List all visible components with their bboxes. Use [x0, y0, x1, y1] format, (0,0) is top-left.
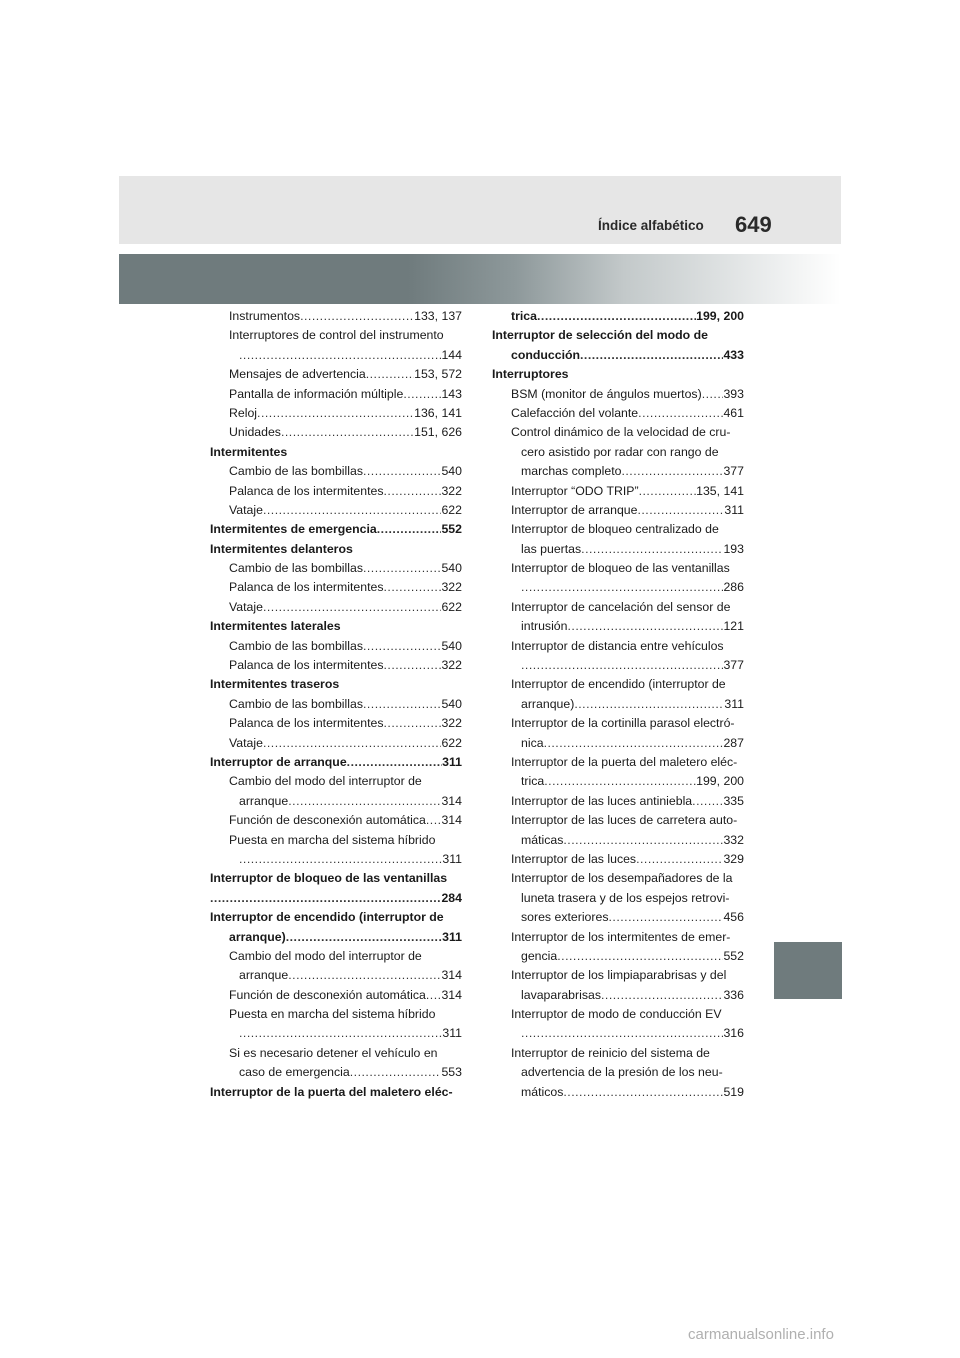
- dot-leader: [608, 908, 723, 927]
- index-entry: [210, 1024, 462, 1043]
- index-column-left: [210, 307, 462, 1102]
- entry-text: Interruptor de los limpiaparabrisas y del: [511, 968, 727, 983]
- index-entry: [210, 811, 462, 830]
- entry-page: 540: [441, 638, 462, 653]
- entry-text: Interruptor de encendido (interruptor de: [511, 677, 726, 692]
- entry-page: 622: [441, 735, 462, 750]
- dot-leader: [286, 928, 442, 947]
- dot-leader: [563, 831, 723, 850]
- index-entry: [210, 404, 462, 423]
- entry-page: 135, 141: [696, 483, 744, 498]
- dot-leader: [263, 598, 442, 617]
- dot-leader: [363, 559, 442, 578]
- dot-leader: [383, 714, 441, 733]
- entry-text: Función de desconexión automática: [229, 987, 426, 1002]
- entry-page: 311: [724, 502, 744, 517]
- index-entry: [210, 889, 462, 908]
- entry-page: 121: [723, 619, 744, 634]
- dot-leader: [288, 966, 441, 985]
- entry-text: Unidades: [229, 425, 281, 440]
- entry-page: 622: [441, 599, 462, 614]
- entry-text: Interruptor de los intermitentes de emer-: [511, 929, 731, 944]
- entry-page: 314: [441, 968, 462, 983]
- entry-page: 314: [441, 813, 462, 828]
- index-entry: [210, 869, 462, 888]
- entry-text: Vataje: [229, 599, 263, 614]
- index-entry: [210, 986, 462, 1005]
- index-entry: [210, 482, 462, 501]
- index-entry: [210, 443, 462, 462]
- entry-text: Función de desconexión automática: [229, 813, 426, 828]
- index-entry: [492, 869, 744, 888]
- entry-text: Interruptor de los desempañadores de la: [511, 871, 733, 886]
- dot-leader: [210, 889, 441, 908]
- entry-page: 540: [441, 464, 462, 479]
- entry-text: Interruptor de las luces antiniebla: [511, 793, 693, 808]
- entry-text: Interruptor de bloqueo de las ventanillas: [511, 561, 730, 576]
- dot-leader: [639, 482, 697, 501]
- entry-text: conducción: [511, 347, 581, 362]
- entry-text: trica: [521, 774, 545, 789]
- index-entry: [492, 928, 744, 947]
- entry-page: 622: [441, 502, 462, 517]
- entry-text: intrusión: [521, 619, 568, 634]
- dot-leader: [350, 1063, 442, 1082]
- entry-page: 519: [723, 1084, 744, 1099]
- dot-leader: [557, 947, 723, 966]
- index-entry: [210, 675, 462, 694]
- index-entry: [210, 365, 462, 384]
- entry-text: Intermitentes delanteros: [210, 541, 353, 556]
- index-entry: [492, 1044, 744, 1063]
- entry-page: 433: [723, 347, 744, 362]
- index-entry: [492, 986, 744, 1005]
- entry-page: 322: [441, 483, 462, 498]
- entry-text: nica: [521, 735, 544, 750]
- dot-leader: [377, 520, 442, 539]
- entry-text: arranque: [239, 793, 289, 808]
- entry-text: Interruptor de modo de conducción EV: [511, 1007, 722, 1022]
- index-entry: [210, 772, 462, 791]
- dot-leader: [567, 617, 723, 636]
- dot-leader: [281, 423, 414, 442]
- entry-page: 136, 141: [414, 405, 462, 420]
- index-entry: [492, 307, 744, 326]
- entry-text: Interruptores de control del instrumento: [229, 328, 444, 343]
- dot-leader: [239, 850, 442, 869]
- index-entry: [492, 675, 744, 694]
- dot-leader: [544, 772, 696, 791]
- index-entry: [210, 462, 462, 481]
- index-entry: [492, 811, 744, 830]
- entry-text: Intermitentes laterales: [210, 619, 341, 634]
- index-entry: [210, 1063, 462, 1082]
- entry-page: 193: [723, 541, 744, 556]
- dot-leader: [288, 792, 441, 811]
- dot-leader: [263, 734, 442, 753]
- index-entry: [492, 520, 744, 539]
- dot-leader: [601, 986, 723, 1005]
- index-entry: [492, 947, 744, 966]
- entry-page: 377: [723, 464, 744, 479]
- dot-leader: [563, 1083, 723, 1102]
- index-entry: [210, 928, 462, 947]
- page-number: 649: [735, 212, 772, 237]
- index-entry: [492, 482, 744, 501]
- entry-text: Cambio de las bombillas: [229, 638, 363, 653]
- entry-text: Cambio del modo del interruptor de: [229, 774, 422, 789]
- entry-text: máticas: [521, 832, 564, 847]
- index-entry: [492, 598, 744, 617]
- index-entry: [210, 326, 462, 345]
- dot-leader: [426, 811, 442, 830]
- dot-leader: [383, 656, 441, 675]
- entry-text: Interruptor de la puerta del maletero eléc-: [210, 1084, 453, 1099]
- dot-leader: [692, 792, 723, 811]
- entry-page: 540: [441, 561, 462, 576]
- index-entry: [492, 559, 744, 578]
- index-column-right: [492, 307, 744, 1102]
- dot-leader: [521, 578, 723, 597]
- thumb-index-tab: [774, 942, 842, 999]
- entry-text: Interruptor de arranque: [511, 502, 638, 517]
- index-entry: [492, 908, 744, 927]
- index-entry: [492, 501, 744, 520]
- dot-leader: [239, 346, 441, 365]
- entry-page: 461: [723, 405, 744, 420]
- entry-text: marchas completo: [521, 464, 622, 479]
- entry-page: 311: [442, 1026, 462, 1041]
- index-entry: [492, 443, 744, 462]
- entry-text: Interruptor de reinicio del sistema de: [511, 1045, 710, 1060]
- dot-leader: [363, 637, 442, 656]
- dot-leader: [580, 346, 723, 365]
- entry-text: Interruptor de las luces de carretera auto-: [511, 813, 738, 828]
- section-title: Índice alfabético: [598, 218, 704, 233]
- entry-text: Cambio de las bombillas: [229, 464, 363, 479]
- index-entry: [210, 850, 462, 869]
- index-entry: [492, 617, 744, 636]
- dot-leader: [347, 753, 443, 772]
- index-entry: [210, 1005, 462, 1024]
- index-entry: [210, 714, 462, 733]
- entry-text: Palanca de los intermitentes: [229, 716, 384, 731]
- entry-text: Control dinámico de la velocidad de cru-: [511, 425, 731, 440]
- entry-text: arranque: [239, 968, 289, 983]
- entry-text: Interruptor de bloqueo centralizado de: [511, 522, 719, 537]
- entry-text: Mensajes de advertencia: [229, 367, 366, 382]
- index-entry: [492, 753, 744, 772]
- entry-text: Interruptor de distancia entre vehículos: [511, 638, 724, 653]
- index-entry: [492, 772, 744, 791]
- index-entry: [492, 831, 744, 850]
- entry-text: caso de emergencia: [239, 1065, 350, 1080]
- dot-leader: [537, 307, 696, 326]
- dot-leader: [621, 462, 723, 481]
- entry-text: Interruptor de las luces: [511, 851, 637, 866]
- entry-text: Cambio de las bombillas: [229, 696, 363, 711]
- index-entry: [492, 637, 744, 656]
- entry-page: 393: [723, 386, 744, 401]
- entry-page: 314: [441, 987, 462, 1002]
- index-entry: [210, 947, 462, 966]
- index-entry: [492, 850, 744, 869]
- index-entry: [210, 734, 462, 753]
- entry-page: 314: [441, 793, 462, 808]
- entry-page: 286: [723, 580, 744, 595]
- entry-text: Cambio de las bombillas: [229, 561, 363, 576]
- index-entry: [210, 578, 462, 597]
- index-entry: [210, 908, 462, 927]
- entry-text: Intermitentes: [210, 444, 288, 459]
- entry-text: Pantalla de información múltiple: [229, 386, 404, 401]
- index-entry: [210, 1083, 462, 1102]
- dot-leader: [363, 462, 442, 481]
- index-entry: [210, 346, 462, 365]
- index-entry: [210, 617, 462, 636]
- entry-text: Reloj: [229, 405, 258, 420]
- index-entry: [492, 734, 744, 753]
- entry-page: 311: [442, 929, 462, 944]
- index-entry: [210, 656, 462, 675]
- index-entry: [492, 385, 744, 404]
- entry-text: Calefacción del volante: [511, 405, 639, 420]
- index-entry: [492, 365, 744, 384]
- entry-page: 322: [441, 580, 462, 595]
- dot-leader: [383, 482, 441, 501]
- index-entry: [210, 637, 462, 656]
- dot-leader: [637, 501, 724, 520]
- entry-page: 133, 137: [414, 309, 462, 323]
- dot-leader: [581, 540, 723, 559]
- index-entry: [210, 559, 462, 578]
- index-entry: [210, 501, 462, 520]
- index-entry: [492, 423, 744, 442]
- index-entry: [492, 714, 744, 733]
- entry-page: 377: [723, 658, 744, 673]
- entry-page: 553: [441, 1065, 462, 1080]
- entry-page: 199, 200: [696, 309, 744, 323]
- entry-text: Si es necesario detener el vehículo en: [229, 1045, 438, 1060]
- dot-leader: [638, 404, 723, 423]
- header-band: [119, 176, 841, 244]
- entry-text: las puertas: [521, 541, 582, 556]
- entry-page: 332: [723, 832, 744, 847]
- entry-page: 329: [723, 851, 744, 866]
- entry-text: Interruptor de la cortinilla parasol electró-: [511, 716, 735, 731]
- index-entry: [492, 404, 744, 423]
- entry-text: arranque): [521, 696, 575, 711]
- entry-text: Interruptor de arranque: [210, 754, 347, 769]
- index-entry: [492, 1083, 744, 1102]
- index-entry: [492, 792, 744, 811]
- index-entry: [210, 695, 462, 714]
- entry-text: BSM (monitor de ángulos muertos): [511, 386, 702, 401]
- entry-text: Interruptor de selección del modo de: [492, 328, 708, 343]
- index-entry: [210, 307, 462, 326]
- entry-page: 322: [441, 658, 462, 673]
- dot-leader: [300, 307, 414, 326]
- dot-leader: [426, 986, 442, 1005]
- entry-text: Vataje: [229, 735, 263, 750]
- entry-text: luneta trasera y de los espejos retrovi-: [521, 890, 730, 905]
- entry-page: 552: [723, 948, 744, 963]
- index-entry: [492, 1024, 744, 1043]
- dot-leader: [263, 501, 442, 520]
- entry-text: Cambio del modo del interruptor de: [229, 948, 422, 963]
- dot-leader: [521, 656, 723, 675]
- index-entry: [210, 792, 462, 811]
- entry-page: 336: [723, 987, 744, 1002]
- index-entry: [210, 385, 462, 404]
- entry-page: 199, 200: [696, 774, 744, 789]
- index-entry: [492, 578, 744, 597]
- dot-leader: [383, 578, 441, 597]
- dot-leader: [574, 695, 724, 714]
- entry-text: gencia: [521, 948, 558, 963]
- dot-leader: [257, 404, 414, 423]
- index-entry: [492, 966, 744, 985]
- index-entry: [210, 520, 462, 539]
- entry-page: 311: [442, 851, 462, 866]
- entry-page: 311: [724, 696, 744, 711]
- index-entry: [492, 346, 744, 365]
- entry-text: Puesta en marcha del sistema híbrido: [229, 1007, 436, 1022]
- entry-page: 316: [723, 1026, 744, 1041]
- entry-text: Interruptor “ODO TRIP”: [511, 483, 639, 498]
- dot-leader: [239, 1024, 442, 1043]
- entry-text: Palanca de los intermitentes: [229, 483, 384, 498]
- entry-text: Interruptor de cancelación del sensor de: [511, 599, 731, 614]
- entry-text: cero asistido por radar con rango de: [521, 444, 719, 459]
- index-entry: [492, 1005, 744, 1024]
- entry-text: Intermitentes traseros: [210, 677, 340, 692]
- index-entry: [492, 1063, 744, 1082]
- watermark: carmanualsonline.info: [688, 1326, 834, 1343]
- entry-text: máticos: [521, 1084, 564, 1099]
- entry-page: 143: [441, 386, 462, 401]
- index-entry: [210, 598, 462, 617]
- entry-page: 284: [441, 890, 462, 905]
- entry-text: Intermitentes de emergencia: [210, 522, 377, 537]
- entry-text: Palanca de los intermitentes: [229, 580, 384, 595]
- entry-text: Puesta en marcha del sistema híbrido: [229, 832, 436, 847]
- entry-page: 552: [441, 522, 462, 537]
- entry-text: lavaparabrisas: [521, 987, 601, 1002]
- entry-text: Vataje: [229, 502, 263, 517]
- entry-page: 311: [442, 754, 462, 769]
- index-entry: [210, 1044, 462, 1063]
- dot-leader: [544, 734, 724, 753]
- entry-page: 153, 572: [414, 367, 462, 382]
- index-entry: [210, 540, 462, 559]
- dot-leader: [366, 365, 414, 384]
- entry-text: arranque): [229, 929, 286, 944]
- entry-page: 322: [441, 716, 462, 731]
- entry-page: 287: [723, 735, 744, 750]
- entry-text: advertencia de la presión de los neu-: [521, 1065, 723, 1080]
- index-entry: [492, 326, 744, 345]
- entry-page: 335: [723, 793, 744, 808]
- entry-text: sores exteriores: [521, 910, 609, 925]
- index-entry: [210, 831, 462, 850]
- entry-text: Interruptores: [492, 367, 569, 382]
- index-entry: [492, 462, 744, 481]
- index-entry: [492, 656, 744, 675]
- chapter-bar: [119, 254, 841, 304]
- entry-page: 540: [441, 696, 462, 711]
- index-entry: [210, 966, 462, 985]
- entry-page: 144: [441, 347, 462, 362]
- index-entry: [492, 889, 744, 908]
- entry-text: Interruptor de la puerta del maletero eléc-: [511, 754, 738, 769]
- entry-text: Interruptor de encendido (interruptor de: [210, 910, 444, 925]
- entry-text: trica: [511, 309, 537, 323]
- index-entry: [210, 753, 462, 772]
- entry-page: 151, 626: [414, 425, 462, 440]
- dot-leader: [403, 385, 441, 404]
- entry-text: Instrumentos: [229, 309, 301, 323]
- index-entry: [492, 695, 744, 714]
- index-entry: [210, 423, 462, 442]
- dot-leader: [521, 1024, 723, 1043]
- dot-leader: [702, 385, 724, 404]
- dot-leader: [636, 850, 723, 869]
- entry-page: 456: [723, 910, 744, 925]
- index-entry: [492, 540, 744, 559]
- entry-text: Interruptor de bloqueo de las ventanillas: [210, 871, 448, 886]
- entry-text: Palanca de los intermitentes: [229, 658, 384, 673]
- dot-leader: [363, 695, 442, 714]
